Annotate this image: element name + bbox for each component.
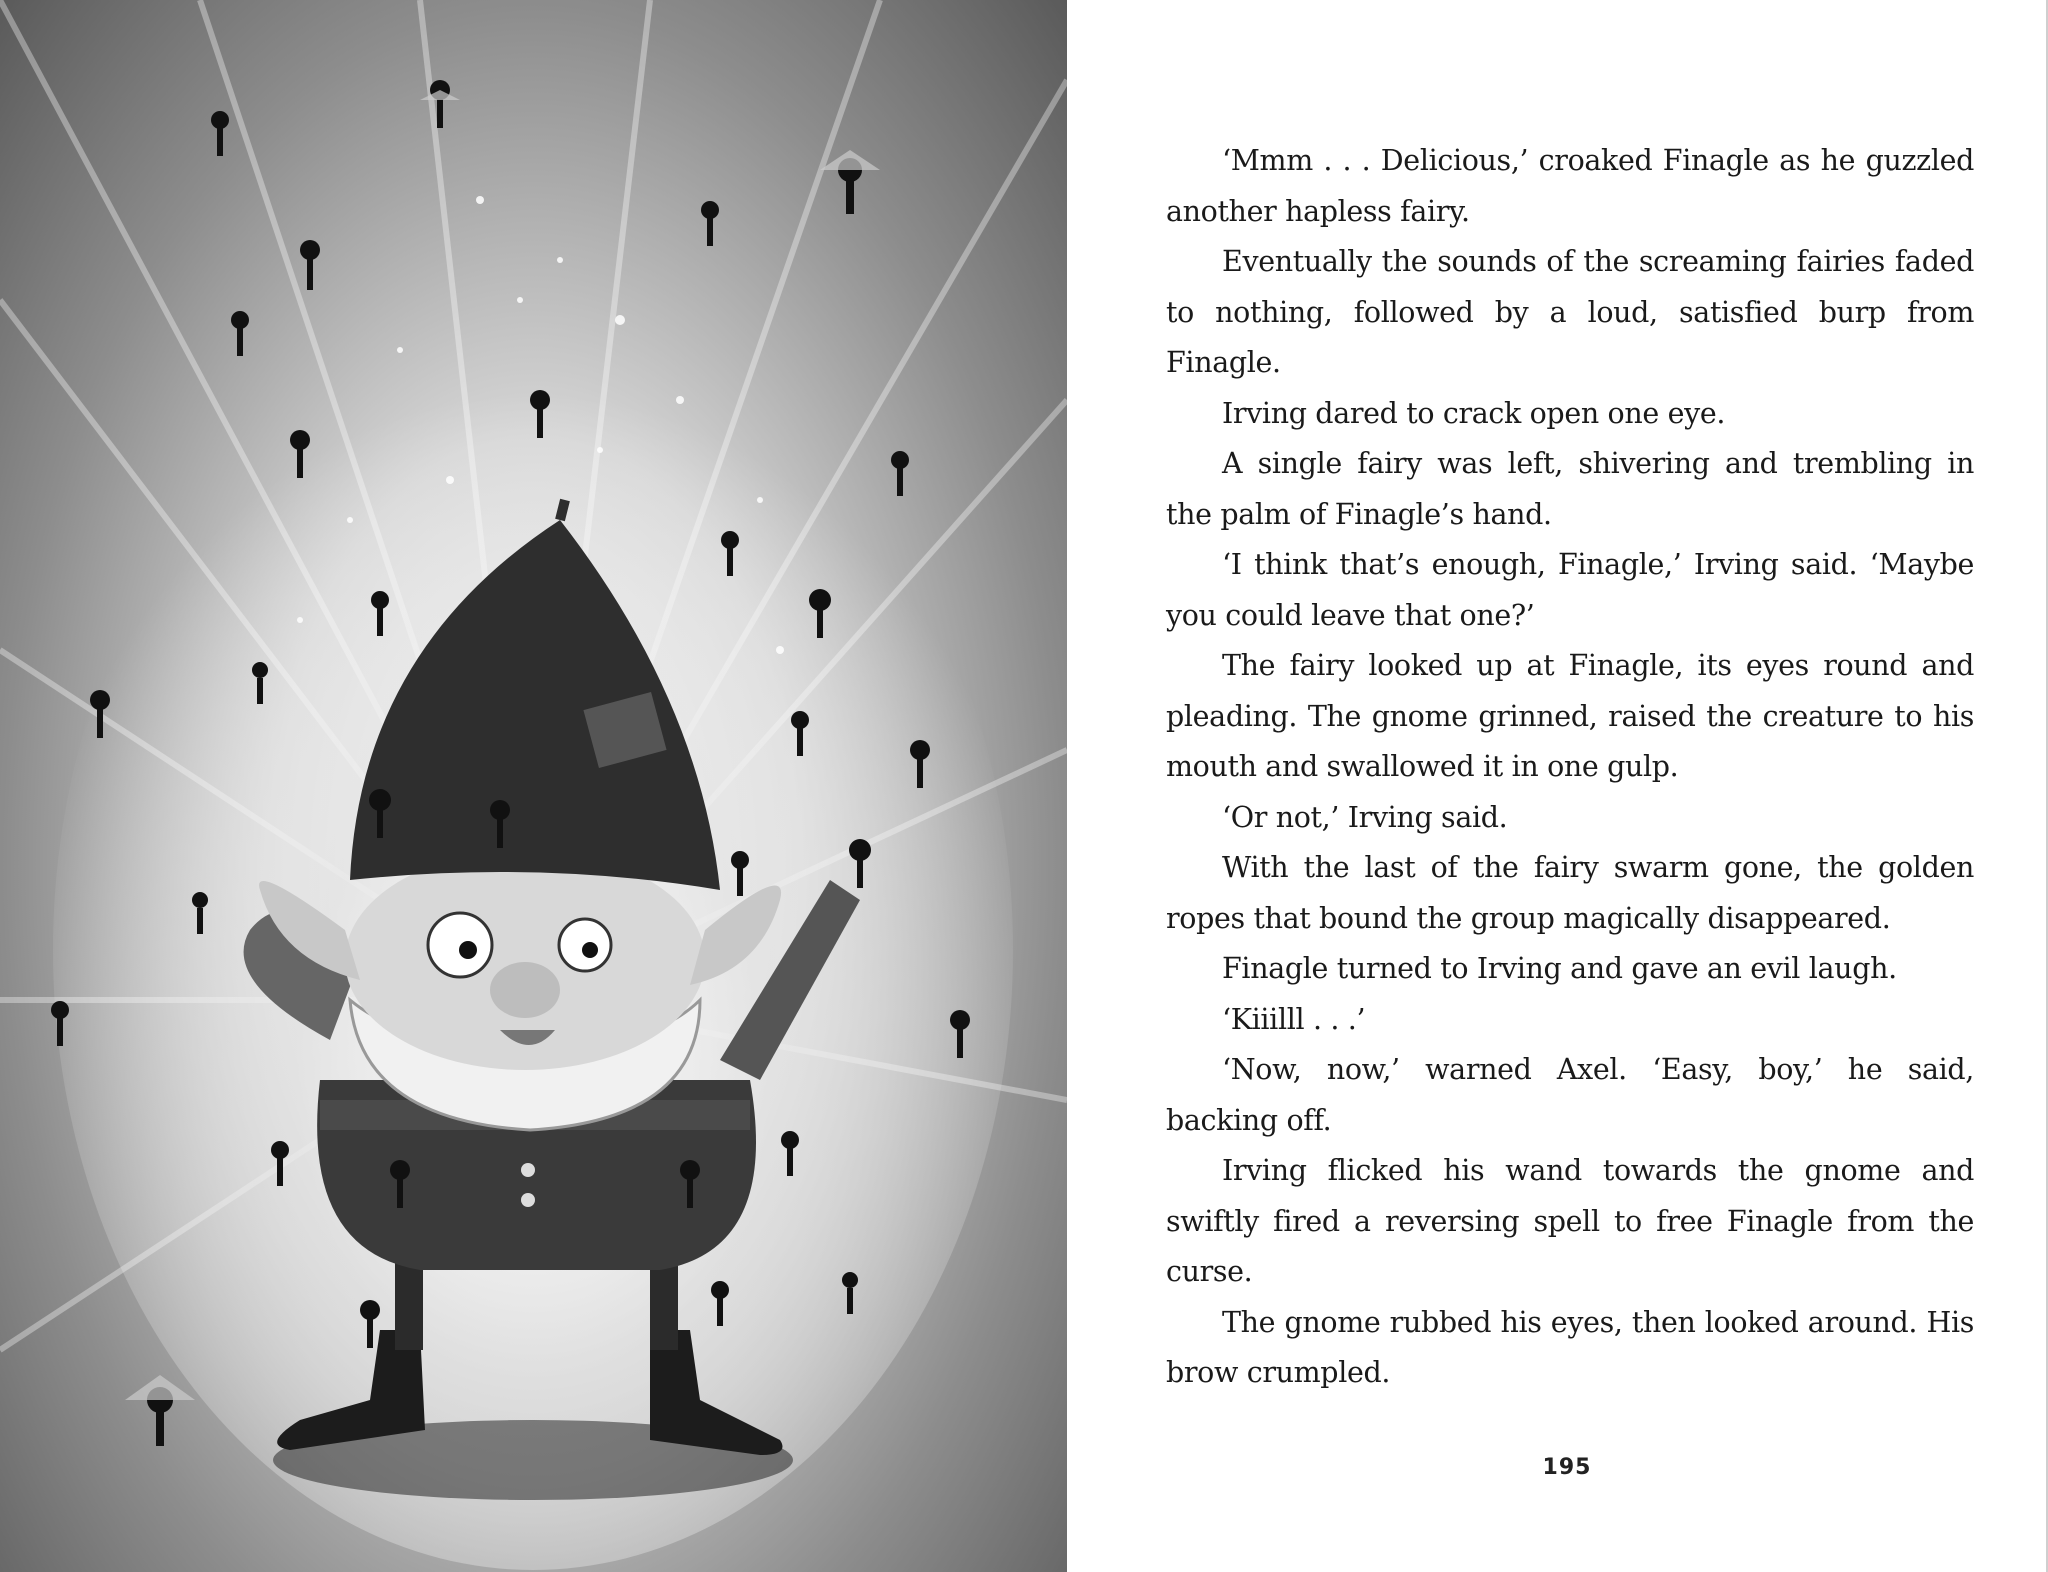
body-text bbox=[1166, 136, 1974, 1399]
paragraph: ‘Or not,’ Irving said. bbox=[1222, 800, 1508, 834]
paragraph: Eventually the sounds of the screaming fairies faded to nothing, followed by a loud, satisfied burp from Finagle. bbox=[1166, 245, 1974, 379]
page-number: 195 bbox=[1542, 1455, 1592, 1480]
paragraph: ‘Mmm . . . Delicious,’ croaked Finagle as he guzzled another hapless fairy. bbox=[1166, 144, 1974, 228]
paragraph: The gnome rubbed his eyes, then looked around. His brow crumpled. bbox=[1166, 1305, 1974, 1389]
paragraph: Irving dared to crack open one eye. bbox=[1222, 396, 1726, 430]
paragraph: Finagle turned to Irving and gave an evil laugh. bbox=[1222, 952, 1897, 985]
text-page bbox=[1067, 0, 2048, 1572]
paragraph: The fairy looked up at Finagle, its eyes round and pleading. The gnome grinned, raised the creature to his mouth and swallowed it in one gulp. bbox=[1166, 649, 1974, 783]
paragraph: ‘I think that’s enough, Finagle,’ Irving said. ‘Maybe you could leave that one?’ bbox=[1166, 548, 1974, 632]
gnome-left-eye bbox=[428, 913, 492, 977]
paragraph: Irving flicked his wand towards the gnome and swiftly fired a reversing spell to free Finagle from the curse. bbox=[1166, 1154, 1974, 1288]
paragraph: With the last of the fairy swarm gone, the golden ropes that bound the group magically disappeared. bbox=[1166, 851, 1974, 935]
paragraph: ‘Now, now,’ warned Axel. ‘Easy, boy,’ he said, backing off. bbox=[1166, 1053, 1974, 1137]
paragraph: A single fairy was left, shivering and trembling in the palm of Finagle’s hand. bbox=[1166, 447, 1974, 531]
paragraph: ‘Kiiilll . . .’ bbox=[1222, 1002, 1366, 1036]
